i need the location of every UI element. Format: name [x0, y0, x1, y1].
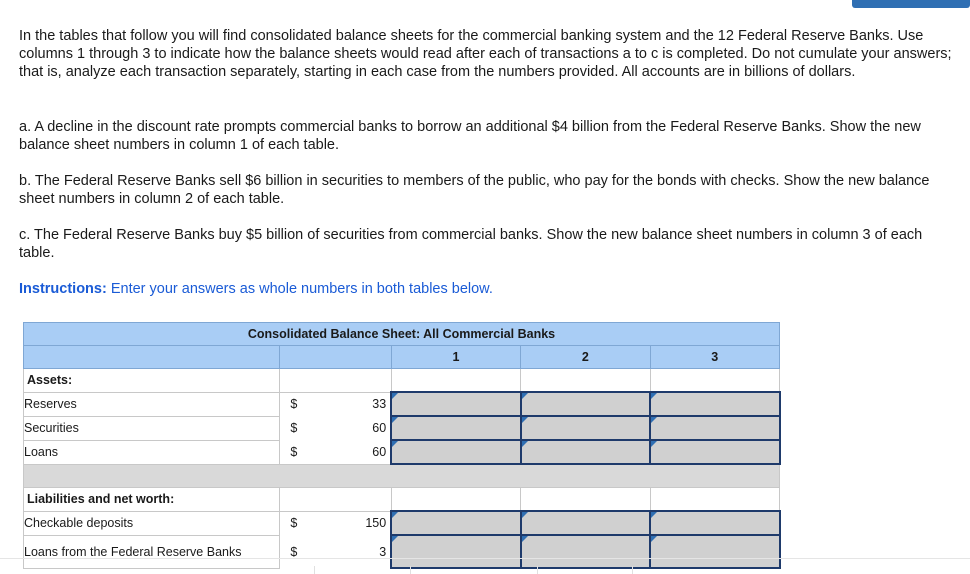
- initial-value: 60: [308, 416, 391, 440]
- answer-input-loans-col1[interactable]: [391, 440, 520, 464]
- blank-cell: [279, 488, 391, 512]
- balance-sheet-table: [23, 322, 781, 569]
- instructions-label: Instructions:: [19, 281, 107, 297]
- column-header-1: 1: [391, 346, 520, 369]
- answer-input-loans-col2[interactable]: [521, 440, 650, 464]
- assets-section-row: [24, 369, 780, 393]
- table-row-loans: [24, 440, 780, 464]
- divider-tick: [537, 566, 538, 574]
- answer-input-securities-col3[interactable]: [650, 416, 779, 440]
- header-blank: [24, 346, 280, 369]
- answer-input-reserves-col2[interactable]: [521, 392, 650, 416]
- divider-tick: [410, 566, 411, 574]
- table-column-header-row: [24, 346, 780, 369]
- answer-input-reserves-col3[interactable]: [650, 392, 779, 416]
- blank-cell: [391, 488, 520, 512]
- question-a: a. A decline in the discount rate prompts commercial banks to borrow an additional $4 billion from the Federal Reserve Banks. Show the new balance sheet numbers in column 1 of each table.: [19, 119, 921, 153]
- question-b: b. The Federal Reserve Banks sell $6 billion in securities to members of the public, who pay for the bonds with checks. Show the new balance sheet numbers in column 2 of each table.: [19, 173, 930, 207]
- row-label: Loans: [24, 440, 280, 464]
- row-label: Loans from the Federal Reserve Banks: [24, 535, 280, 568]
- instructions: [19, 280, 959, 298]
- table-title-row: [24, 323, 780, 346]
- table-row-fed-loans: [24, 535, 780, 568]
- row-label: Securities: [24, 416, 280, 440]
- column-header-2: 2: [521, 346, 650, 369]
- initial-value: 60: [308, 440, 391, 464]
- blank-cell: [650, 488, 779, 512]
- initial-value: 3: [308, 535, 391, 568]
- blank-cell: [521, 488, 650, 512]
- dollar-sign: $: [279, 511, 308, 535]
- dollar-sign: $: [279, 416, 308, 440]
- answer-input-deposits-col1[interactable]: [391, 511, 520, 535]
- answer-input-deposits-col3[interactable]: [650, 511, 779, 535]
- answer-input-loans-col3[interactable]: [650, 440, 779, 464]
- answer-input-deposits-col2[interactable]: [521, 511, 650, 535]
- header-blank-2: [279, 346, 391, 369]
- table-row-securities: [24, 416, 780, 440]
- dollar-sign: $: [279, 392, 308, 416]
- instructions-text: Enter your answers as whole numbers in both tables below.: [106, 281, 493, 297]
- section-divider: [24, 464, 780, 488]
- answer-input-reserves-col1[interactable]: [391, 392, 520, 416]
- liabilities-label: Liabilities and net worth:: [24, 488, 280, 512]
- divider-tick: [314, 566, 315, 574]
- answer-input-securities-col1[interactable]: [391, 416, 520, 440]
- dollar-sign: $: [279, 535, 308, 568]
- blank-cell: [279, 369, 391, 393]
- row-label: Reserves: [24, 392, 280, 416]
- initial-value: 33: [308, 392, 391, 416]
- divider-tick: [632, 566, 633, 574]
- answer-input-fed-loans-col2[interactable]: [521, 535, 650, 568]
- column-header-3: 3: [650, 346, 779, 369]
- initial-value: 150: [308, 511, 391, 535]
- blank-cell: [391, 369, 520, 393]
- answer-input-fed-loans-col3[interactable]: [650, 535, 779, 568]
- row-label: Checkable deposits: [24, 511, 280, 535]
- top-banner-tab: [852, 0, 970, 8]
- table-row-reserves: [24, 392, 780, 416]
- blank-cell: [650, 369, 779, 393]
- assets-label: Assets:: [24, 369, 280, 393]
- blank-cell: [521, 369, 650, 393]
- answer-input-securities-col2[interactable]: [521, 416, 650, 440]
- answer-input-fed-loans-col1[interactable]: [391, 535, 520, 568]
- dollar-sign: $: [279, 440, 308, 464]
- divider-cell: [24, 464, 780, 488]
- liabilities-section-row: [24, 488, 780, 512]
- intro-paragraph: In the tables that follow you will find consolidated balance sheets for the commercial banking system and the 12 Federal Reserve Banks. Use columns 1 through 3 to indicate how the balance sheets would read after each of transactions a to c is completed. Do not cumulate your answers; that is, analyze each transaction separately, starting in each case from the numbers provided. All accounts are in billions of dollars.: [19, 28, 952, 80]
- bottom-divider: [0, 558, 970, 559]
- table-row-checkable-deposits: [24, 511, 780, 535]
- table-title: Consolidated Balance Sheet: All Commercial Banks: [24, 323, 780, 346]
- question-c: c. The Federal Reserve Banks buy $5 billion of securities from commercial banks. Show the new balance sheet numbers in column 3 of each table.: [19, 227, 923, 261]
